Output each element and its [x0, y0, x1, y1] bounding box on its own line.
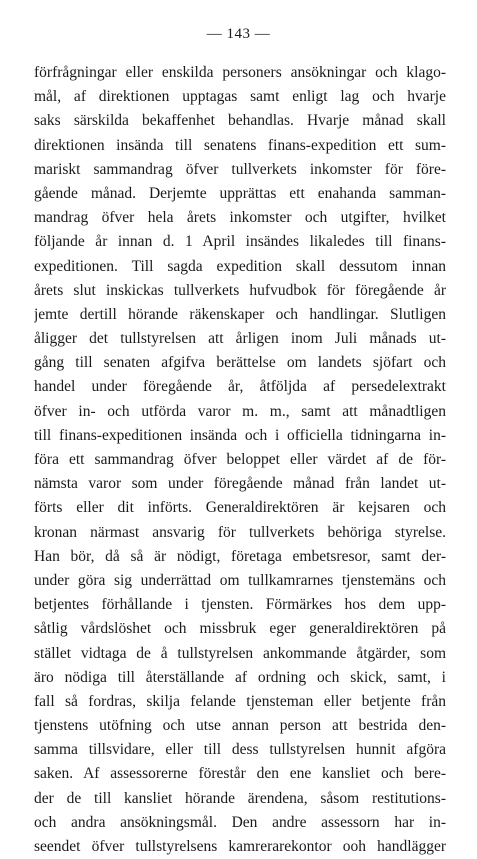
text-line: fall så fordras, skilja felande tjensteman eller betjente från	[34, 692, 446, 710]
text-line: betjentes förhållande i tjensten. Förmärkes hos dem upp-	[34, 596, 446, 614]
text-line: mål, af direktionen upptagas samt enligt lag och hvarje	[34, 88, 446, 106]
text-line: tjenstens utöfning och utse annan person att bestrida den-	[34, 717, 446, 735]
text-line: nämsta varor som under föregående månad från landet ut-	[34, 475, 446, 493]
text-line: gående månad. Derjemte upprättas ett enahanda samman-	[34, 184, 446, 202]
text-line: förfrågningar eller enskilda personers ansökningar och klago-	[34, 64, 446, 81]
text-line: saks särskilda bekaffenhet behandlas. Hvarje månad skall	[34, 112, 446, 130]
text-line: handel under föregående år, åtföljda af persedelextrakt	[34, 378, 446, 396]
text-line: stället vidtaga de å tullstyrelsen ankommande åtgärder, som	[34, 644, 446, 662]
text-line: gång till senaten afgifva berättelse om landets sjöfart och	[34, 354, 446, 372]
text-line: och andra ansökningsmål. Den andre assessorn har in-	[34, 813, 446, 831]
text-line: årets slut inskickas tullverkets hufvudbok för föregående år	[34, 281, 446, 299]
text-line: till finans-expeditionen insända och i officiella tidningarna in-	[34, 426, 446, 444]
text-line: mandrag öfver hela årets inkomster och utgifter, hvilket	[34, 209, 446, 227]
text-line: samma tillsvidare, eller till dess tullstyrelsen hunnit afgöra	[34, 741, 446, 759]
text-line: såtlig vårdslöshet och missbruk eger generaldirektören på	[34, 620, 446, 638]
text-line: äro nödiga till återställande af ordning och skick, samt, i	[34, 668, 446, 686]
text-line: föra ett sammandrag öfver beloppet eller värdet af de för-	[34, 451, 446, 468]
page-number: — 143 —	[206, 26, 271, 42]
text-line: der de till kansliet hörande ärendena, såsom restitutions-	[34, 789, 446, 807]
text-line: följande år innan d. 1 April insändes likaledes till finans-	[34, 233, 446, 251]
text-line: seendet öfver tullstyrelsens kamrerarekontor ooh handlägger	[34, 838, 446, 855]
text-line: jemte dertill hörande räkenskaper och handlingar. Slutligen	[34, 305, 446, 323]
text-line: under göra sig underrättad om tullkamrarnes tjenstemäns och	[34, 571, 446, 589]
text-line: kronan närmast ansvarig för tullverkets behöriga styrelse.	[34, 523, 446, 541]
text-line: åligger det tullstyrelsen att årligen inom Juli månads ut-	[34, 330, 446, 348]
text-line: förts eller dit införts. Generaldirektören är kejsaren och	[34, 499, 446, 517]
text-line: mariskt sammandrag öfver tullverkets inkomster för före-	[34, 160, 446, 178]
text-line: Han bör, då så är nödigt, företaga embetsresor, samt der-	[34, 547, 446, 565]
text-line: öfver in- och utförda varor m. m., samt att månadtligen	[34, 402, 446, 420]
text-line: saken. Af assessorerne förestår den ene kansliet och bere-	[34, 765, 446, 783]
text-line: direktionen insända till senatens finans-expedition ett sum-	[34, 136, 446, 154]
body-text	[34, 61, 446, 859]
text-line: expeditionen. Till sagda expedition skall dessutom innan	[34, 257, 446, 275]
